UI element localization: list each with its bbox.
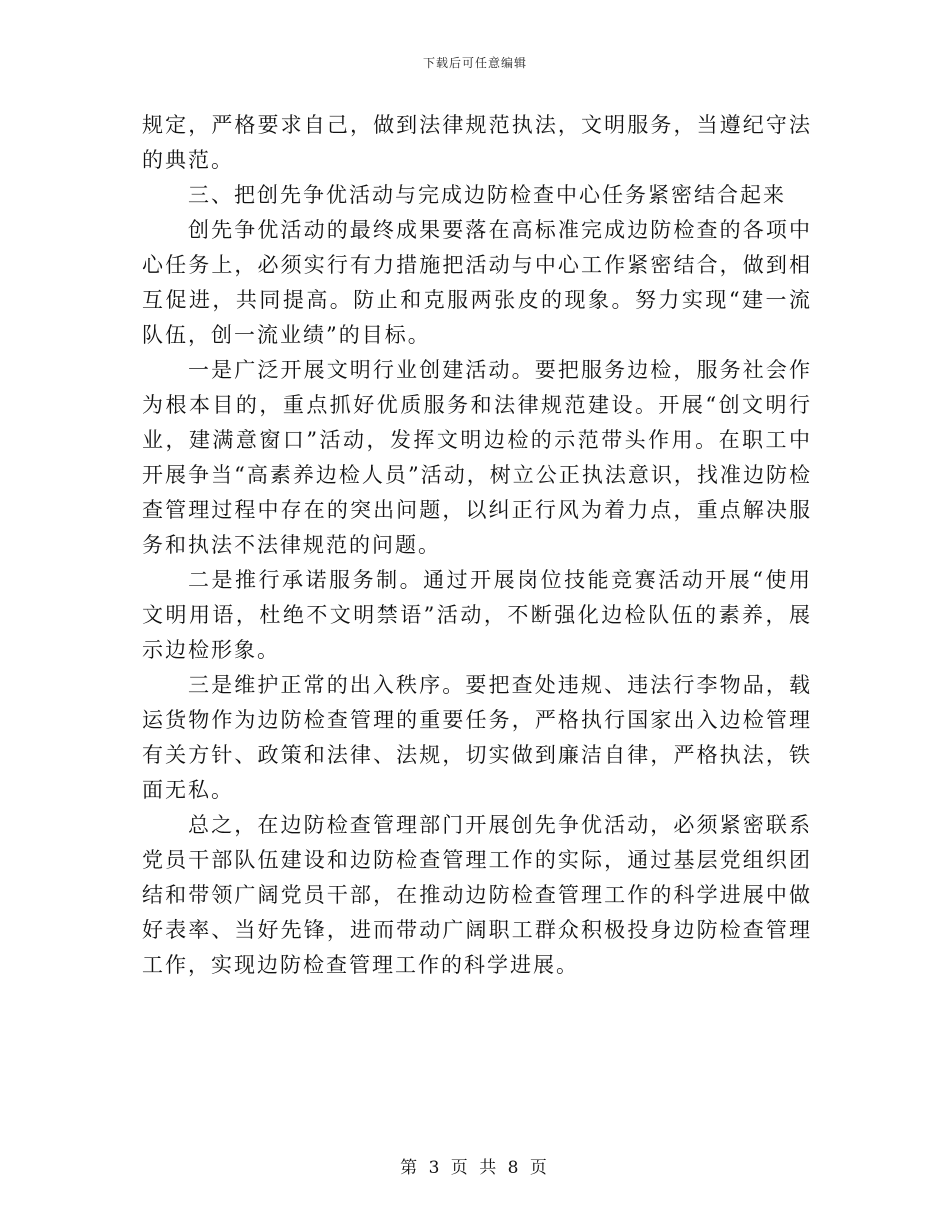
paragraph-conclusion: 总之，在边防检查管理部门开展创先争优活动，必须紧密联系党员干部队伍建设和边防检查管理工作的实际，通过基层党组织团结和带领广阔党员干部，在推动边防检查管理工作的科学进展中做好表率、当好先锋，进而带动广阔职工群众积极投身边防检查管理工作，实现边防检查管理工作的科学进展。 xyxy=(142,813,812,977)
paragraph-point-two: 二是推行承诺服务制。通过开展岗位技能竞赛活动开展“使用文明用语，杜绝不文明禁语”活动，不断强化边检队伍的素养，展示边检形象。 xyxy=(142,568,812,662)
paragraph-continued: 规定，严格要求自己，做到法律规范执法，文明服务，当遵纪守法的典范。 xyxy=(142,113,812,172)
section-heading: 三、把创先争优活动与完成边防检查中心任务紧密结合起来 xyxy=(188,183,786,207)
paragraph-intro: 创先争优活动的最终成果要落在高标准完成边防检查的各项中心任务上，必须实行有力措施把活动与中心工作紧密结合，做到相互促进，共同提高。防止和克服两张皮的现象。努力实现“建一流队伍，创一流业绩”的目标。 xyxy=(142,218,812,347)
page-header-note: 下载后可任意编辑 xyxy=(422,56,527,70)
document-body xyxy=(142,108,812,983)
paragraph-point-one: 一是广泛开展文明行业创建活动。要把服务边检，服务社会作为根本目的，重点抓好优质服务和法律规范建设。开展“创文明行业，建满意窗口”活动，发挥文明边检的示范带头作用。在职工中开展争当“高素养边检人员”活动，树立公正执法意识，找准边防检查管理过程中存在的突出问题，以纠正行风为着力点，重点解决服务和执法不法律规范的问题。 xyxy=(142,358,812,557)
paragraph-point-three: 三是维护正常的出入秩序。要把查处违规、违法行李物品，载运货物作为边防检查管理的重要任务，严格执行国家出入边检管理有关方针、政策和法律、法规，切实做到廉洁自律，严格执法，铁面无私。 xyxy=(142,673,812,802)
page-number-footer: 第 3 页 共 8 页 xyxy=(400,1158,550,1178)
